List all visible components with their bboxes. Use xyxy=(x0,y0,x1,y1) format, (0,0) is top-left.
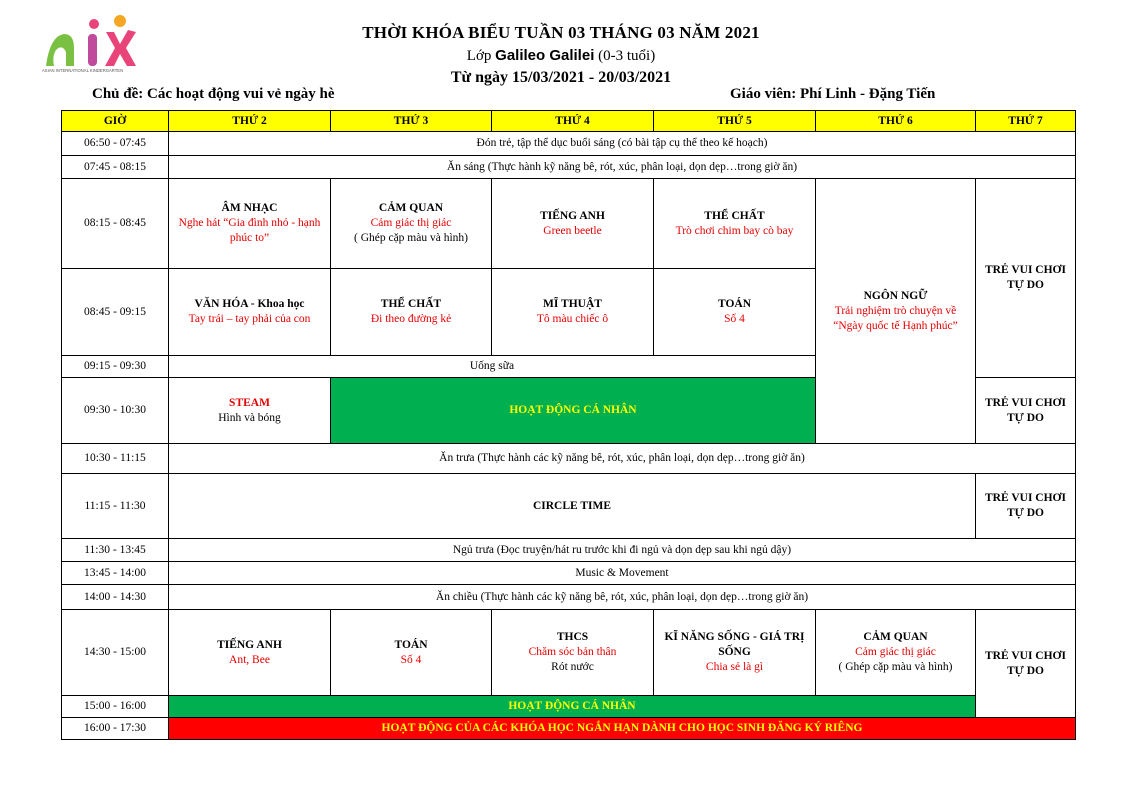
table-row xyxy=(62,696,1076,718)
col-mon: THỨ 2 xyxy=(169,111,331,132)
lesson-subject: TOÁN xyxy=(394,638,428,651)
lesson-cell xyxy=(492,269,654,356)
lesson-detail: Đi theo đường kẻ xyxy=(370,313,452,325)
col-thu: THỨ 5 xyxy=(654,111,816,132)
lesson-subject: MĨ THUẬT xyxy=(543,298,602,310)
lesson-note: ( Ghép cặp màu và hình) xyxy=(838,661,953,673)
lesson-cell xyxy=(331,269,492,356)
table-row xyxy=(62,539,1076,562)
time-cell: 15:00 - 16:00 xyxy=(62,696,169,718)
activity-cell: Ăn trưa (Thực hành các kỹ năng bê, rót, xúc, phân loại, dọn dẹp…trong giờ ăn) xyxy=(169,444,1076,474)
lesson-cell xyxy=(492,179,654,269)
lesson-subject: THỂ CHẤT xyxy=(380,298,442,310)
lesson-cell xyxy=(654,269,816,356)
lesson-subject: KĨ NĂNG SỐNG - GIÁ TRỊ SỐNG xyxy=(664,631,805,658)
col-time: GIỜ xyxy=(62,111,169,132)
lesson-detail: Tay trái – tay phải của con xyxy=(188,313,311,325)
lesson-detail: Hình và bóng xyxy=(218,411,281,424)
free-play-cell: TRẺ VUI CHƠI TỰ DO xyxy=(976,179,1076,378)
free-play-cell: TRẺ VUI CHƠI TỰ DO xyxy=(976,378,1076,444)
lesson-subject: NGÔN NGỮ xyxy=(863,289,928,302)
teacher-label: Giáo viên: Phí Linh - Đặng Tiến xyxy=(730,86,936,102)
lesson-cell xyxy=(492,610,654,696)
time-cell: 06:50 - 07:45 xyxy=(62,132,169,156)
activity-cell: Ăn chiều (Thực hành các kỹ năng bê, rót, xúc, phân loại, dọn dẹp…trong giờ ăn) xyxy=(169,585,1076,610)
table-row xyxy=(62,179,1076,269)
lesson-subject: THCS xyxy=(556,631,589,643)
col-tue: THỨ 3 xyxy=(331,111,492,132)
lesson-detail: Cảm giác thị giác xyxy=(855,646,936,658)
time-cell: 09:15 - 09:30 xyxy=(62,356,169,378)
activity-cell: Uống sữa xyxy=(169,356,816,378)
free-play-cell: TRẺ VUI CHƠI TỰ DO xyxy=(976,474,1076,539)
lesson-note: ( Ghép cặp màu và hình) xyxy=(353,232,468,244)
time-cell: 08:45 - 09:15 xyxy=(62,269,169,356)
table-row xyxy=(62,585,1076,610)
lesson-subject: THỂ CHẤT xyxy=(704,209,765,222)
lesson-detail: Số 4 xyxy=(724,313,745,325)
table-row xyxy=(62,474,1076,539)
lesson-subject: ÂM NHẠC xyxy=(221,202,278,214)
activity-cell: Ăn sáng (Thực hành kỹ năng bê, rót, xúc, phân loại, dọn dẹp…trong giờ ăn) xyxy=(169,156,1076,179)
time-cell: 14:00 - 14:30 xyxy=(62,585,169,610)
time-cell: 07:45 - 08:15 xyxy=(62,156,169,179)
theme-label: Chủ đề: Các hoạt động vui vẻ ngày hè xyxy=(92,86,335,102)
individual-activity-cell: HOẠT ĐỘNG CÁ NHÂN xyxy=(331,378,816,444)
col-wed: THỨ 4 xyxy=(492,111,654,132)
time-cell: 08:15 - 08:45 xyxy=(62,179,169,269)
schedule-title: THỜI KHÓA BIỂU TUẦN 03 THÁNG 03 NĂM 2021 xyxy=(362,23,760,42)
time-cell: 13:45 - 14:00 xyxy=(62,562,169,585)
time-cell: 14:30 - 15:00 xyxy=(62,610,169,696)
free-play-cell: TRẺ VUI CHƠI TỰ DO xyxy=(976,610,1076,718)
lesson-detail: Green beetle xyxy=(543,224,602,237)
lesson-cell xyxy=(169,179,331,269)
lesson-detail: Trải nghiệm trò chuyện về “Ngày quốc tế Hạnh phúc” xyxy=(833,304,958,332)
lesson-cell xyxy=(169,378,331,444)
lesson-cell xyxy=(654,610,816,696)
lesson-subject: CẢM QUAN xyxy=(863,631,928,643)
activity-cell: Music & Movement xyxy=(169,562,1076,585)
lesson-cell xyxy=(654,179,816,269)
time-cell: 10:30 - 11:15 xyxy=(62,444,169,474)
short-course-cell: HOẠT ĐỘNG CỦA CÁC KHÓA HỌC NGẮN HẠN DÀNH CHO HỌC SINH ĐĂNG KÝ RIÊNG xyxy=(169,718,1076,740)
lesson-cell xyxy=(331,610,492,696)
lesson-detail: Trò chơi chim bay cò bay xyxy=(675,224,794,237)
lesson-cell-friday-language xyxy=(816,179,976,444)
table-row xyxy=(62,718,1076,740)
circle-time-cell: CIRCLE TIME xyxy=(169,474,976,539)
col-sat: THỨ 7 xyxy=(976,111,1076,132)
lesson-subject: TIẾNG ANH xyxy=(540,209,605,222)
date-range: Từ ngày 15/03/2021 - 20/03/2021 xyxy=(450,69,672,86)
lesson-detail: Ant, Bee xyxy=(229,653,270,666)
table-row xyxy=(62,156,1076,179)
lesson-subject: STEAM xyxy=(229,396,270,409)
lesson-cell xyxy=(169,610,331,696)
lesson-note: Rót nước xyxy=(551,661,594,673)
time-cell: 11:30 - 13:45 xyxy=(62,539,169,562)
class-prefix: Lớp xyxy=(466,48,496,64)
lesson-detail: Chăm sóc bản thân xyxy=(528,646,617,658)
activity-cell: Đón trẻ, tập thể dục buổi sáng (có bài tập cụ thể theo kế hoạch) xyxy=(169,132,1076,156)
class-line xyxy=(0,47,1122,65)
activity-cell: Ngủ trưa (Đọc truyện/hát ru trước khi đi ngủ và dọn dẹp sau khi ngủ dậy) xyxy=(169,539,1076,562)
class-name: Galileo Galilei xyxy=(495,47,595,64)
time-cell: 11:15 - 11:30 xyxy=(62,474,169,539)
lesson-cell xyxy=(169,269,331,356)
time-cell: 09:30 - 10:30 xyxy=(62,378,169,444)
lesson-detail: Số 4 xyxy=(400,653,422,666)
lesson-subject: CẢM QUAN xyxy=(378,202,444,214)
lesson-detail: Cảm giác thị giác xyxy=(370,217,452,229)
lesson-subject: VĂN HÓA - Khoa học xyxy=(194,298,305,310)
table-row xyxy=(62,444,1076,474)
individual-activity-cell: HOẠT ĐỘNG CÁ NHÂN xyxy=(169,696,976,718)
time-cell: 16:00 - 17:30 xyxy=(62,718,169,740)
table-row xyxy=(62,562,1076,585)
lesson-subject: TIẾNG ANH xyxy=(217,638,282,651)
logo-caption-top: ASIAN INTERNATIONAL KINDERGARTEN xyxy=(42,68,124,73)
lesson-subject: TOÁN xyxy=(717,298,752,310)
timetable xyxy=(61,110,1076,740)
table-row xyxy=(62,610,1076,696)
lesson-cell xyxy=(816,610,976,696)
header-row xyxy=(62,111,1076,132)
lesson-detail: Nghe hát “Gia đình nhỏ - hạnh phúc to” xyxy=(178,217,321,244)
lesson-cell xyxy=(331,179,492,269)
class-age: (0-3 tuổi) xyxy=(594,48,656,64)
lesson-detail: Chia sẻ là gì xyxy=(705,661,764,673)
table-row xyxy=(62,132,1076,156)
col-fri: THỨ 6 xyxy=(816,111,976,132)
lesson-detail: Tô màu chiếc ô xyxy=(536,313,609,325)
